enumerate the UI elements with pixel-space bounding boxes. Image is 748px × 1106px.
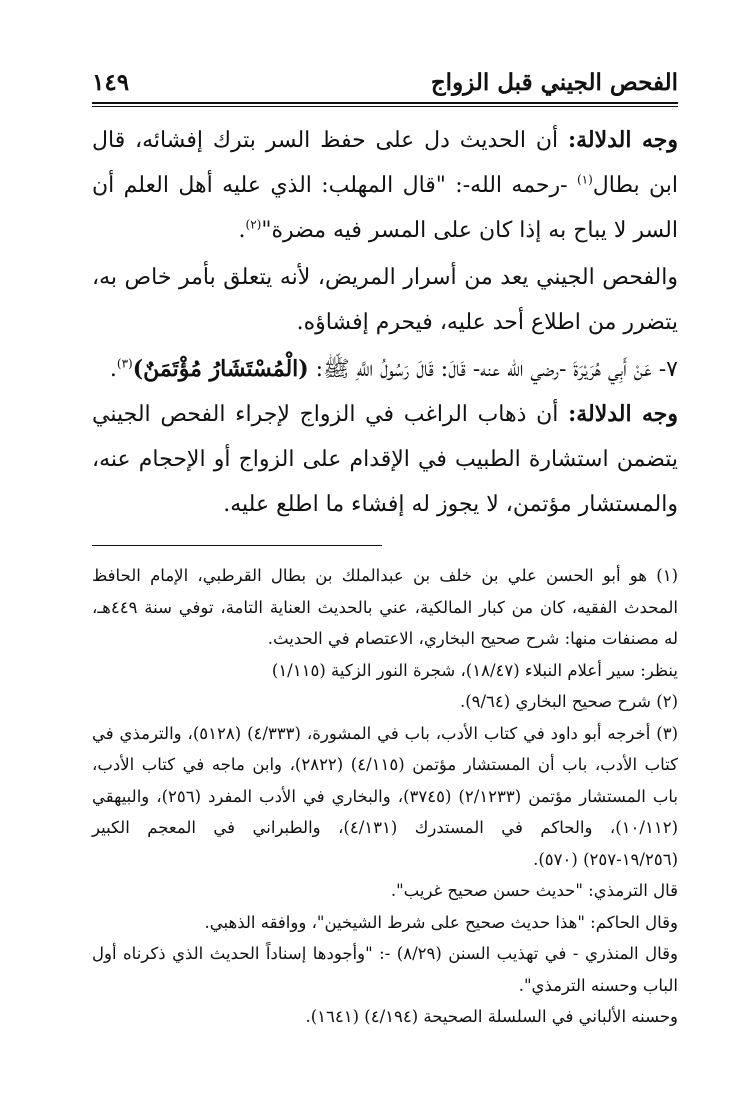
period-3: . [109,357,117,382]
footnote-2: (٢) شرح صحيح البخاري (٩/٦٤). [459,692,678,711]
period-1: . [238,218,246,243]
page-header [92,62,678,102]
footnotes [92,560,678,1033]
footnote-3-tirmidhi: قال الترمذي: "حديث حسن صحيح غريب". [390,881,678,900]
hadith-paragraph [92,347,678,392]
page-number: ١٤٩ [92,68,130,96]
footnote-1: (١) هو أبو الحسن علي بن خلف بن عبدالملك بن بطال القرطبي، الإمام الحافظ المحدث الفقيه، كان من كبار المالكية، عني بالحديث العناية التامة، توفي سنة ٤٤٩هـ، له مصنفات منها: شرح صحيح البخاري، الاعتصام في الحديث. [92,566,678,648]
footnote-ref-3[interactable]: (٣) [116,356,133,371]
paragraph-genetic-secret: والفحص الجيني يعد من أسرار المريض، لأنه يتعلق بأمر خاص به، يتضرر من اطلاع أحد عليه، فيحرم إفشاؤه. [92,265,678,335]
running-title: الفحص الجيني قبل الزواج [430,68,678,96]
header-rule [92,102,678,107]
paragraph-evidence-2 [92,392,678,527]
footnote-separator [92,545,382,546]
evidence-text-2: أن ذهاب الراغب في الزواج لإجراء الفحص الجيني يتضمن استشارة الطبيب في الإقدام على الزواج أو الإحجام عنه، والمستشار مؤتمن، لا يجوز له إفشاء ما اطلع عليه. [92,402,678,517]
footnote-3-hakim: وقال الحاكم: "هذا حديث صحيح على شرط الشيخين"، ووافقه الذهبي. [204,912,678,932]
main-text [92,118,678,527]
evidence-heading-1: وجه الدلالة: [567,127,678,153]
paragraph-evidence-1 [92,118,678,253]
footnote-1-reference: ينظر: سير أعلام النبلاء (١٨/٤٧)، شجرة النور الزكية (١/١١٥) [271,660,678,680]
evidence-heading-2: وجه الدلالة: [568,401,678,427]
footnote-ref-1[interactable]: (١) [576,172,593,187]
hadith-text: (الْمُسْتَشَارُ مُؤْتَمَنٌ) [132,356,309,382]
footnote-3-albani: وحسنه الألباني في السلسلة الصحيحة (٤/١٩٤) (١٦٤١). [305,1007,678,1026]
footnote-3: (٣) أخرجه أبو داود في كتاب الأدب، باب في المشورة، (٤/٣٣٣) (٥١٢٨)، والترمذي في كتاب الأدب، باب أن المستشار مؤتمن (٤/١١٥) (٢٨٢٢)، وابن ماجه في كتاب الأدب، باب المستشار مؤتمن (٢/١٢٣٣) (٣٧٤٥)، والبخاري في الأدب المفرد (٢٥٦)، والبيهقي (١٠/١١٢)، والحاكم في المستدرك (٤/١٣١)، والطبراني في المعجم الكبير (١٩/٢٥٦-٢٥٧) (٥٧٠). [92,723,679,869]
evidence-quote-1: -رحمه الله-: "قال المهلب: الذي عليه أهل العلم أن السر لا يباح به إذا كان على المسر فيه مضرة" [92,173,678,243]
evidence-text-1: أن الحديث دل على حفظ السر بترك إفشائه، قال ابن بطال [92,128,678,198]
footnote-ref-2[interactable]: (٢) [245,217,262,232]
footnote-3-mundhiri: وقال المنذري - في تهذيب السنن (٨/٢٩) -: "وأجودها إسناداً الحديث الذي ذكرناه أول الباب وحسنه الترمذي". [92,944,678,995]
hadith-chain: ٧- عَنْ أَبِي هُرَيْرَةَ -رضي الله عنه- قَالَ: قَالَ رَسُولُ اللَّهِ ﷺ: [308,357,678,382]
